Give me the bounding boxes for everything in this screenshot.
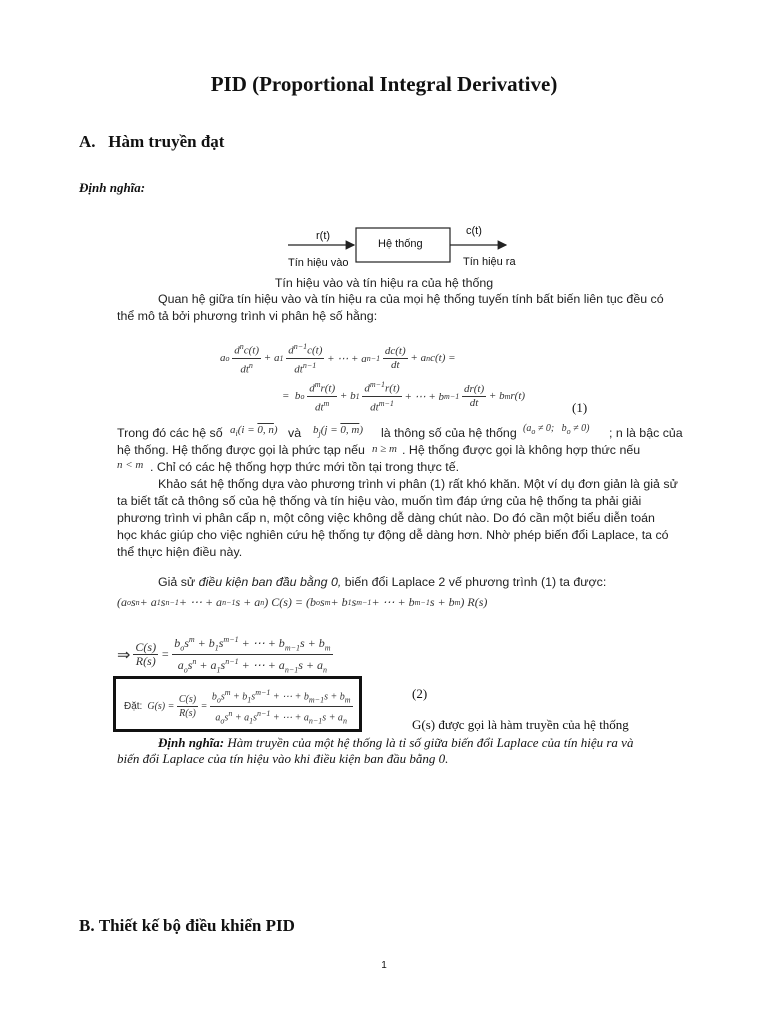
para4-c: biến đổi Laplace 2 vế phương trình (1) ta được: (341, 575, 607, 589)
para2-line2a: hệ thống. Hệ thống được gọi là phức tạp nếu (117, 443, 365, 457)
diagram-caption: Tín hiệu vào và tín hiệu ra của hệ thống (274, 276, 494, 290)
g-description: G(s) được gọi là hàm truyền của hệ thống (412, 717, 629, 732)
para3-line5: thể thực hiện điều này. (117, 545, 243, 559)
section-a-heading: A. Hàm truyền đạt (79, 132, 225, 151)
equation-1-line2: = b o $\frac{d^mr(t)}{dt^m}$ + b 1 $\frac{d^{m-1}r(t)}{dt^{m-1}}$ + ⋯ + b m−1 $\frac{dr(t)}{dt}$ + b m r(t) (282, 380, 526, 414)
para3-line3: phương trình vi phân cấp n, một công việc không dễ dàng chút nào. Do đó cần một biểu diễn toán (117, 511, 655, 525)
para2-line2b: . Hệ thống được gọi là không hợp thức nếu (402, 443, 641, 457)
para3-line1: Khảo sát hệ thống dựa vào phương trình vi phân (1) rất khó khăn. Một ví dụ đơn giản là giả sử (158, 477, 678, 491)
transfer-ratio-equation: ⇒ $\frac{C(s)}{R(s)}$ = $\frac{b_os^m + b_1s^{m-1} + \cdots + b_{m-1}s + b_m}{a_os^n + a_1s^{n-1} + \cdots + a_{n-1}s + a_n}$ (117, 635, 331, 675)
output-label: Tín hiệu ra (463, 256, 516, 268)
para1-line1: Quan hệ giữa tín hiệu vào và tín hiệu ra của mọi hệ thống tuyến tính bất biến liên tục đều có (158, 292, 664, 306)
input-signal: r(t) (316, 230, 331, 242)
page-number: 1 (381, 960, 387, 971)
para2-d: ; n là bậc của (609, 426, 683, 440)
definition-label: Định nghĩa: (79, 180, 146, 195)
page-title: PID (Proportional Integral Derivative) (210, 72, 558, 96)
para4-a: Giả sử (158, 575, 199, 589)
cond-complex: n ≥ m (372, 443, 397, 455)
para4 (158, 574, 606, 591)
para2-c: là thông số của hệ thống (381, 426, 517, 440)
para4-b: điều kiện ban đầu bằng 0, (198, 575, 342, 589)
definition-2 (158, 735, 633, 751)
coef-condition: ($a_o \ne 0$; $b_o \ne 0$) (523, 423, 590, 436)
coef-b-expr: $b_j(j = 0$, m) (313, 424, 364, 439)
section-b-heading: B. Thiết kế bộ điều khiển PID (79, 916, 295, 935)
para2-a: Trong đó các hệ số (117, 426, 223, 440)
para2-line3: . Chỉ có các hệ thống hợp thức mới tồn tại trong thực tế. (150, 460, 460, 474)
para1-line2: thể mô tả bởi phương trình vi phân hệ số hằng: (117, 309, 378, 323)
definition-2-line2: biến đổi Laplace của tín hiệu vào khi điều kiện ban đầu bằng 0. (117, 751, 449, 766)
definition-2-label: Định nghĩa: (158, 735, 225, 750)
para3-line2: ta biết tất cả thông số của hệ thống và tín hiệu vào, muốn tìm đáp ứng của hệ thống ta phải giải (117, 494, 642, 508)
cond-improper: n < m (117, 459, 144, 471)
laplace-equation: (a o s n + a 1 s n−1 + ⋯ + a n−1 s + a n ) C(s) = (b o s m + b 1 s m−1 + ⋯ + b m−1 s + b m ) R(s) (117, 595, 488, 609)
definition-2-line1: Hàm truyền của một hệ thống là tỉ số giữa biến đổi Laplace của tín hiệu ra và (224, 735, 634, 750)
transfer-function-equation: Đặt: G(s) = $\frac{C(s)}{R(s)}$ = $\frac{b_os^m + b_1s^{m-1} + \cdots + b_{m-1}s + b_m}{a_os^n + a_1s^{n-1} + \cdots + a_{n-1}s + a_n}$ (124, 688, 351, 726)
equation-1-line1: a o $\frac{d^nc(t)}{dt^n}$ + a 1 $\frac{d^{n-1}c(t)}{dt^{n-1}}$ + ⋯ + a n−1 $\frac{dc(t)}{dt}$ + a n c(t) = (220, 342, 456, 376)
para3-line4: học khác giúp cho việc nghiên cứu hệ thống tự động dễ dàng hơn. Nhờ phép biến đổi Laplace, ta có (117, 528, 669, 542)
equation-1-number: (1) (572, 400, 588, 415)
output-signal: c(t) (466, 225, 482, 237)
equation-2-number: (2) (412, 686, 428, 701)
para2-b: và (288, 426, 302, 440)
coef-a-expr: $a_i(i = 0$, n) (230, 424, 278, 439)
input-label: Tín hiệu vào (288, 257, 349, 269)
block-label: Hệ thống (378, 238, 423, 250)
box-label: Đặt: (124, 701, 143, 713)
